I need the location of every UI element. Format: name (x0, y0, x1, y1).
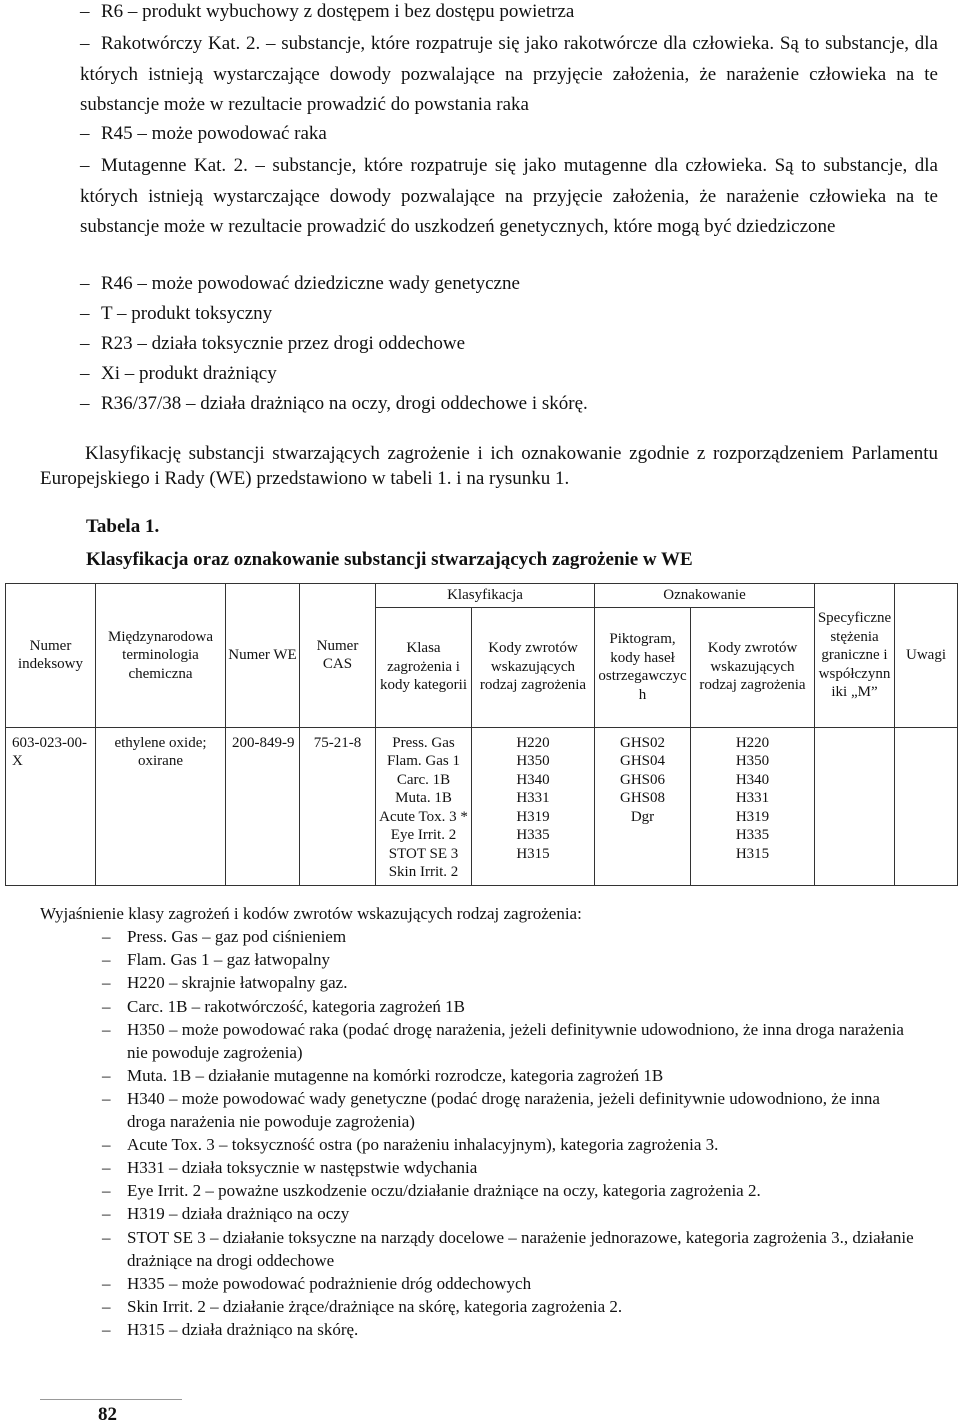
cell-line: H315 (735, 845, 770, 862)
cell-line: GHS02 (619, 734, 665, 751)
explanation-item (102, 1295, 922, 1318)
list-item-t (80, 302, 272, 326)
cell-line: H331 (516, 790, 550, 806)
list-item-r23 (80, 332, 465, 356)
table-title: Klasyfikacja oraz oznakowanie substancji stwarzających zagrożenie w WE (86, 549, 693, 570)
explanation-text: Press. Gas – gaz pod ciśnieniem (127, 927, 347, 946)
explanation-text: Skin Irrit. 2 – działanie żrące/drażniące na skórę, kategoria zagrożenia 2. (127, 1297, 623, 1316)
table-header-row-1 (6, 584, 958, 608)
cell-line: H340 (516, 771, 550, 788)
cell-line: Eye Irrit. 2 (390, 827, 457, 843)
list-dash: – (80, 1, 90, 22)
cell-line: GHS08 (619, 790, 665, 806)
cell-line: H331 (735, 790, 770, 806)
explanation-item (102, 1272, 922, 1295)
list-item-rakotworczy (80, 29, 938, 121)
explanation-text: Eye Irrit. 2 – poważne uszkodzenie oczu/działanie drażniące na oczy, kategoria zagrożenia 2. (127, 1181, 761, 1200)
explanation-text: H331 – działa toksycznie w następstwie wdychania (127, 1158, 478, 1177)
explanation-text: Muta. 1B – działanie mutagenne na komórki rozrodcze, kategoria zagrożeń 1B (127, 1066, 664, 1085)
cell-numer-cas: 75-21-8 (300, 727, 376, 885)
list-dash: – (80, 333, 90, 354)
cell-line: H315 (516, 845, 550, 862)
list-item-text: R46 – może powodować dziedziczne wady genetyczne (101, 273, 520, 294)
cell-line: H335 (516, 827, 550, 843)
list-item-r45 (80, 122, 327, 146)
list-dash: – (102, 1204, 111, 1223)
explanation-item (102, 995, 922, 1018)
list-dash: – (102, 1135, 111, 1154)
explanation-item (102, 1087, 922, 1133)
explanation-item (102, 1156, 922, 1179)
table-label: Tabela 1. (86, 516, 160, 537)
list-dash: – (102, 927, 111, 946)
explanation-item (102, 1133, 922, 1156)
cell-kody-zwrotow-klasyfikacja (472, 727, 595, 885)
list-dash: – (102, 1320, 111, 1339)
list-dash: – (102, 1089, 111, 1108)
list-dash: – (102, 1158, 111, 1177)
list-dash: – (102, 1228, 111, 1247)
list-dash: – (102, 1020, 111, 1039)
explanation-item (102, 1018, 922, 1064)
list-item-text: R45 – może powodować raka (101, 123, 327, 144)
explanation-item (102, 948, 922, 971)
cell-line: Press. Gas (392, 734, 455, 751)
list-item-xi (80, 362, 277, 386)
list-item-r36 (80, 392, 588, 416)
cell-uwagi (895, 727, 958, 885)
explanation-item (102, 971, 922, 994)
header-kody-zwrotow-oznakowanie: Kody zwrotów wskazujących rodzaj zagrożenia (691, 607, 815, 727)
list-dash: – (80, 123, 90, 144)
list-dash: – (102, 973, 111, 992)
explanation-text: H350 – może powodować raka (podać drogę narażenia, jeżeli definitywnie udowodniono, że inna droga narażenia nie powoduje zagrożenia) (127, 1020, 904, 1063)
header-numer-we: Numer WE (226, 584, 300, 728)
cell-line: Dgr (630, 808, 655, 825)
header-uwagi: Uwagi (895, 584, 958, 728)
cell-line: H335 (735, 827, 770, 843)
cell-line: Acute Tox. 3 * (379, 808, 468, 825)
cell-line: H350 (516, 753, 550, 769)
list-item-text: R6 – produkt wybuchowy z dostępem i bez dostępu powietrza (101, 1, 575, 22)
list-item-r46 (80, 272, 520, 296)
explanation-text: H340 – może powodować wady genetyczne (podać drogę narażenia, jeżeli definitywnie udowodniono, że inna droga narażenia nie powoduje zagrożenia) (127, 1089, 880, 1132)
intro-paragraph (40, 441, 938, 491)
cell-line: Flam. Gas 1 (387, 753, 460, 769)
explanation-text: STOT SE 3 – działanie toksyczne na narządy docelowe – narażenie jednorazowe, kategoria zagrożenia 3., działanie drażniące na drogi oddechowe (127, 1228, 914, 1271)
header-specyficzne: Specyficzne stężenia graniczne i współczynniki „M” (815, 584, 895, 728)
intro-paragraph-text: Klasyfikację substancji stwarzających zagrożenie i ich oznakowanie zgodnie z rozporządzeniem Parlamentu Europejskiego i Rady (WE) przedstawiono w tabeli 1. i na rysunku 1. (40, 443, 938, 489)
cell-line: H350 (735, 753, 770, 769)
list-item-text: Mutagenne Kat. 2. – substancje, które rozpatruje się jako mutagenne dla człowieka. Są to substancje, dla których istnieją wystarczające dowody pozwalające na przyjęcie założenia, że narażenie człowieka na te substancje może w rezultacie prowadzić do uszkodzeń genetycznych, które mogą być dziedziczone (80, 155, 938, 237)
header-numer-indeksowy: Numer indeksowy (6, 584, 96, 728)
header-numer-cas: Numer CAS (300, 584, 376, 728)
header-terminologia: Międzynarodowa terminologia chemiczna (96, 584, 226, 728)
header-group-oznakowanie: Oznakowanie (595, 584, 815, 608)
explanation-text: Flam. Gas 1 – gaz łatwopalny (127, 950, 331, 969)
explanation-text: H220 – skrajnie łatwopalny gaz. (127, 973, 348, 992)
list-dash: – (80, 33, 90, 54)
explanation-item (102, 1202, 922, 1225)
list-dash: – (102, 950, 111, 969)
classification-table (5, 583, 958, 886)
footer-divider (40, 1399, 182, 1400)
header-piktogram: Piktogram, kody haseł ostrzegawczych (595, 607, 691, 727)
list-dash: – (102, 1274, 111, 1293)
explanation-text: Acute Tox. 3 – toksyczność ostra (po narażeniu inhalacyjnym), kategoria zagrożenia 3. (127, 1135, 719, 1154)
explanation-text: H319 – działa drażniąco na oczy (127, 1204, 350, 1223)
list-item-mutagenne (80, 151, 938, 243)
list-item-text: Rakotwórczy Kat. 2. – substancje, które rozpatruje się jako rakotwórcze dla człowieka. Są to substancje, dla których istnieją wystarczające dowody pozwalające na przyjęcie założenia, że narażenie człowieka na te substancje może w rezultacie prowadzić do powstania raka (80, 33, 938, 115)
list-item-text: R36/37/38 – działa drażniąco na oczy, drogi oddechowe i skórę. (101, 393, 588, 414)
header-kody-zwrotow-klasyfikacja: Kody zwrotów wskazujących rodzaj zagrożenia (472, 607, 595, 727)
header-klasa: Klasa zagrożenia i kody kategorii (376, 607, 472, 727)
list-dash: – (80, 303, 90, 324)
list-dash: – (102, 1181, 111, 1200)
explanation-text: H315 – działa drażniąco na skórę. (127, 1320, 359, 1339)
explanation-text: H335 – może powodować podrażnienie dróg oddechowych (127, 1274, 532, 1293)
list-item-r6 (80, 0, 574, 24)
header-group-klasyfikacja: Klasyfikacja (376, 584, 595, 608)
list-dash: – (102, 1297, 111, 1316)
table-row (6, 727, 958, 885)
list-dash: – (80, 273, 90, 294)
cell-numer-we: 200-849-9 (226, 727, 300, 885)
page-number: 82 (98, 1404, 117, 1425)
cell-numer-indeksowy: 603-023-00-X (6, 727, 96, 885)
cell-line: STOT SE 3 (388, 845, 459, 862)
explanation-item (102, 925, 922, 948)
cell-line: H220 (735, 734, 770, 751)
explanation-item (102, 1064, 922, 1087)
cell-specyficzne (815, 727, 895, 885)
cell-line: H319 (735, 808, 770, 825)
list-dash: – (80, 155, 90, 176)
explanation-item (102, 1179, 922, 1202)
list-item-text: T – produkt toksyczny (101, 303, 273, 324)
list-item-text: R23 – działa toksycznie przez drogi oddechowe (101, 333, 466, 354)
cell-line: GHS06 (619, 771, 665, 788)
list-dash: – (80, 393, 90, 414)
cell-piktogram (595, 727, 691, 885)
explanation-item (102, 1318, 922, 1341)
list-dash: – (102, 1066, 111, 1085)
explanation-text: Carc. 1B – rakotwórczość, kategoria zagrożeń 1B (127, 997, 465, 1016)
cell-kody-zwrotow-oznakowanie (691, 727, 815, 885)
list-dash: – (102, 997, 111, 1016)
cell-line: H340 (735, 771, 770, 788)
cell-line: Skin Irrit. 2 (388, 864, 459, 880)
cell-line: Muta. 1B (395, 790, 452, 806)
explanation-item (102, 1226, 922, 1272)
list-dash: – (80, 363, 90, 384)
cell-klasa (376, 727, 472, 885)
list-item-text: Xi – produkt drażniący (101, 363, 277, 384)
cell-line: Carc. 1B (396, 771, 451, 788)
explanation-heading: Wyjaśnienie klasy zagrożeń i kodów zwrotów wskazujących rodzaj zagrożenia: (40, 904, 582, 923)
cell-line: H319 (516, 808, 550, 825)
cell-line: H220 (516, 734, 550, 751)
cell-line: GHS04 (619, 753, 665, 769)
cell-terminologia: ethylene oxide; oxirane (96, 727, 226, 885)
